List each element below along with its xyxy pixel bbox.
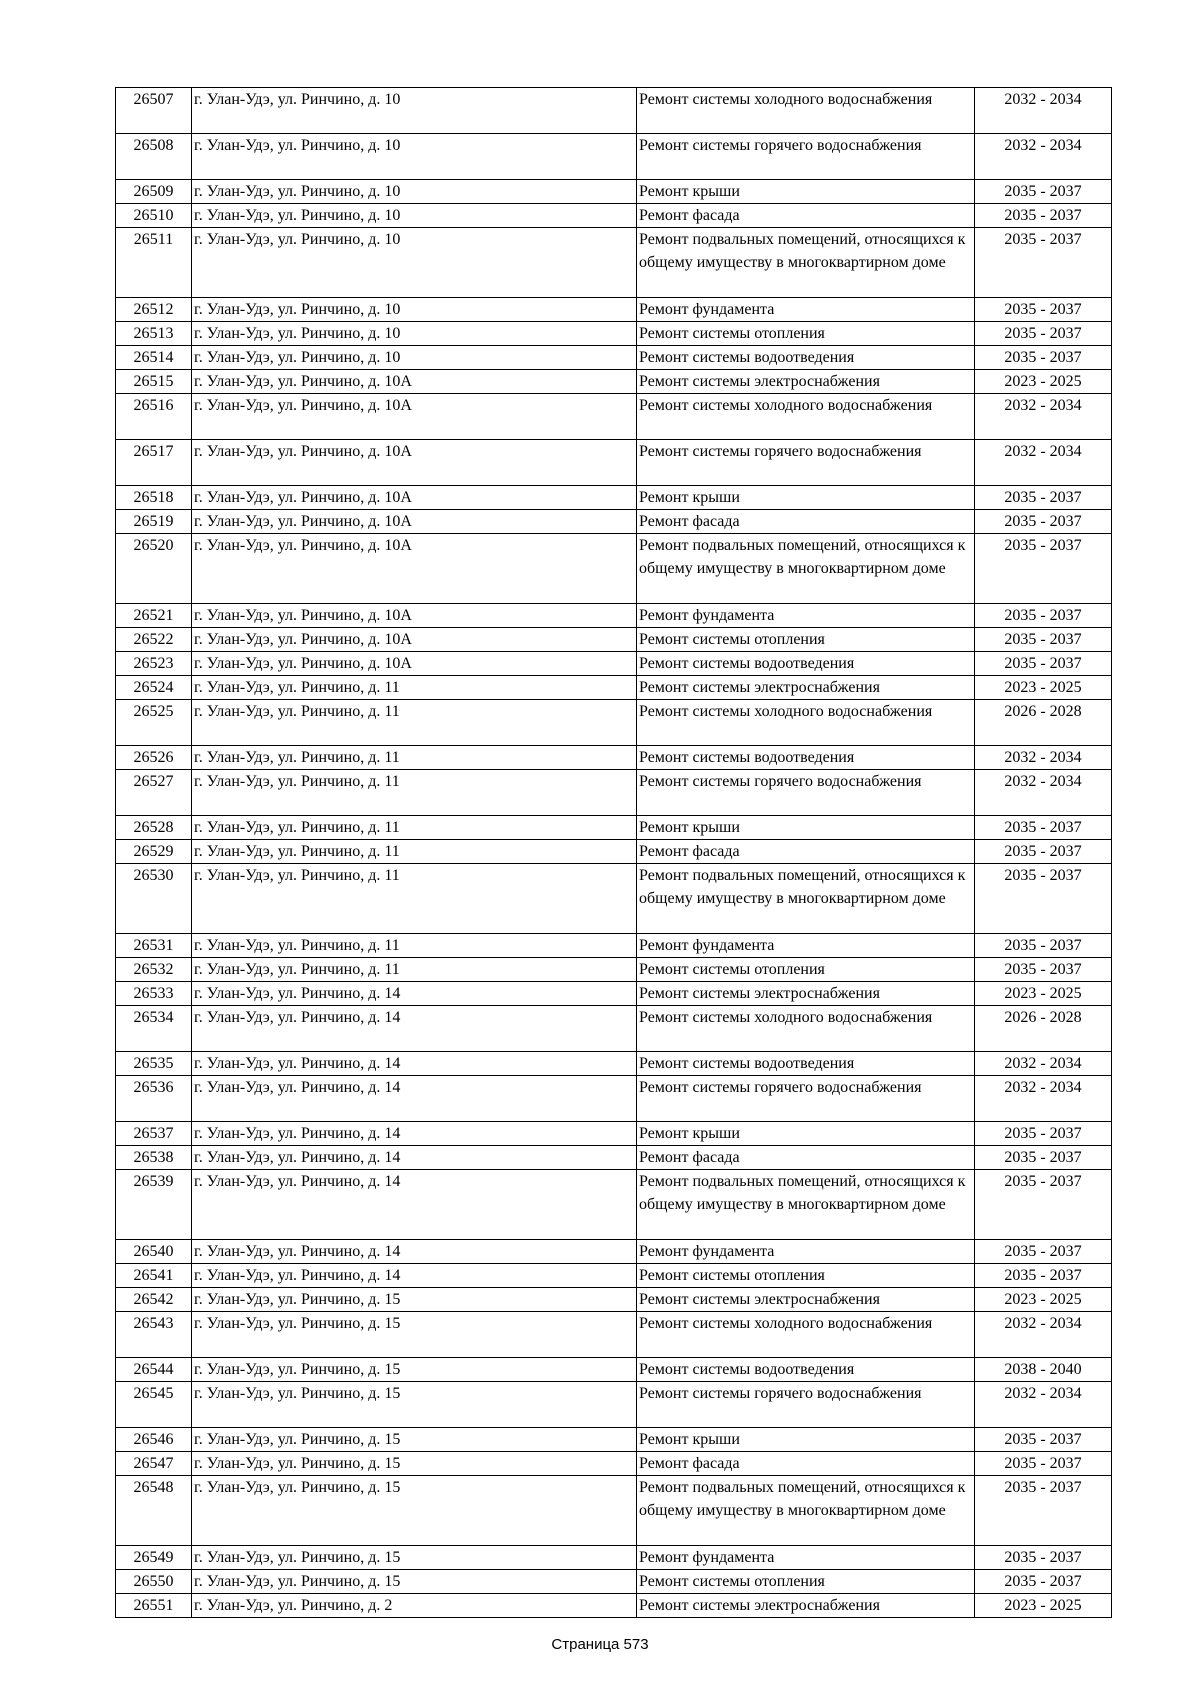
- table-row: [116, 816, 1112, 840]
- row-id-cell: 26545: [116, 1382, 192, 1428]
- row-id-cell: 26525: [116, 700, 192, 746]
- row-work-text: Ремонт фасада: [639, 207, 740, 224]
- row-work-text: Ремонт фундамента: [639, 937, 775, 954]
- row-work-text: Ремонт фундамента: [639, 301, 775, 318]
- row-term-cell: 2023 - 2025: [975, 1594, 1112, 1618]
- row-work-text: Ремонт фундамента: [639, 1243, 775, 1260]
- row-id-cell: 26512: [116, 298, 192, 322]
- row-id-cell: 26529: [116, 840, 192, 864]
- row-id-cell: 26528: [116, 816, 192, 840]
- row-work-text: Ремонт системы горячего водоснабжения: [639, 1079, 922, 1096]
- row-term-cell: 2035 - 2037: [975, 180, 1112, 204]
- row-term-cell: 2035 - 2037: [975, 1452, 1112, 1476]
- row-work-text: Ремонт системы горячего водоснабжения: [639, 137, 922, 154]
- row-term-cell: 2035 - 2037: [975, 628, 1112, 652]
- row-work-cell: [637, 510, 975, 534]
- row-work-text: Ремонт крыши: [639, 1125, 740, 1142]
- table-row: [116, 652, 1112, 676]
- row-work-cell: [637, 1428, 975, 1452]
- row-address-cell: г. Улан-Удэ, ул. Ринчино, д. 10А: [192, 394, 637, 440]
- table-row: [116, 1052, 1112, 1076]
- row-work-cell: [637, 934, 975, 958]
- row-address-cell: г. Улан-Удэ, ул. Ринчино, д. 10А: [192, 440, 637, 486]
- row-term-cell: 2023 - 2025: [975, 370, 1112, 394]
- table-row: [116, 204, 1112, 228]
- row-address-cell: г. Улан-Удэ, ул. Ринчино, д. 10: [192, 298, 637, 322]
- row-id-cell: 26508: [116, 134, 192, 180]
- row-work-text: Ремонт фасада: [639, 843, 740, 860]
- row-address-cell: г. Улан-Удэ, ул. Ринчино, д. 10: [192, 134, 637, 180]
- row-term-cell: 2035 - 2037: [975, 346, 1112, 370]
- capital-repair-table: [115, 87, 1112, 1618]
- row-work-text: Ремонт системы холодного водоснабжения: [639, 1315, 933, 1332]
- row-address-cell: г. Улан-Удэ, ул. Ринчино, д. 14: [192, 1122, 637, 1146]
- row-address-cell: г. Улан-Удэ, ул. Ринчино, д. 10А: [192, 486, 637, 510]
- row-address-cell: г. Улан-Удэ, ул. Ринчино, д. 15: [192, 1358, 637, 1382]
- table-row: [116, 1382, 1112, 1428]
- table-row: [116, 346, 1112, 370]
- row-work-cell: [637, 1594, 975, 1618]
- row-work-cell: [637, 1476, 975, 1546]
- row-work-text: Ремонт фундамента: [639, 607, 775, 624]
- row-id-cell: 26507: [116, 88, 192, 134]
- row-work-cell: [637, 440, 975, 486]
- row-id-cell: 26522: [116, 628, 192, 652]
- row-work-text: Ремонт системы водоотведения: [639, 1055, 855, 1072]
- row-work-cell: [637, 1264, 975, 1288]
- row-address-cell: г. Улан-Удэ, ул. Ринчино, д. 15: [192, 1288, 637, 1312]
- table-row: [116, 370, 1112, 394]
- table-row: [116, 440, 1112, 486]
- table-row: [116, 1570, 1112, 1594]
- row-address-cell: г. Улан-Удэ, ул. Ринчино, д. 11: [192, 676, 637, 700]
- row-work-text: Ремонт фундамента: [639, 1549, 775, 1566]
- table-body: [116, 88, 1112, 1618]
- row-work-text: Ремонт системы отопления: [639, 325, 825, 342]
- row-address-cell: г. Улан-Удэ, ул. Ринчино, д. 10: [192, 322, 637, 346]
- table-row: [116, 228, 1112, 298]
- row-term-cell: 2035 - 2037: [975, 1170, 1112, 1240]
- row-work-cell: [637, 864, 975, 934]
- table-row: [116, 604, 1112, 628]
- row-address-cell: г. Улан-Удэ, ул. Ринчино, д. 10А: [192, 370, 637, 394]
- table-row: [116, 958, 1112, 982]
- table-row: [116, 1240, 1112, 1264]
- row-work-cell: [637, 1122, 975, 1146]
- row-work-cell: [637, 676, 975, 700]
- row-address-cell: г. Улан-Удэ, ул. Ринчино, д. 10: [192, 228, 637, 298]
- row-term-cell: 2035 - 2037: [975, 298, 1112, 322]
- page-number: Страница 573: [551, 1636, 649, 1653]
- row-id-cell: 26518: [116, 486, 192, 510]
- row-term-cell: 2023 - 2025: [975, 982, 1112, 1006]
- row-term-cell: 2035 - 2037: [975, 322, 1112, 346]
- row-id-cell: 26550: [116, 1570, 192, 1594]
- table-row: [116, 934, 1112, 958]
- table-row: [116, 394, 1112, 440]
- row-id-cell: 26513: [116, 322, 192, 346]
- row-id-cell: 26515: [116, 370, 192, 394]
- row-id-cell: 26519: [116, 510, 192, 534]
- row-work-text: Ремонт крыши: [639, 183, 740, 200]
- table-row: [116, 676, 1112, 700]
- row-term-cell: 2035 - 2037: [975, 652, 1112, 676]
- row-address-cell: г. Улан-Удэ, ул. Ринчино, д. 14: [192, 1264, 637, 1288]
- row-work-text: Ремонт подвальных помещений, относящихся к общему имуществу в многоквартирном доме: [639, 1479, 966, 1519]
- row-id-cell: 26538: [116, 1146, 192, 1170]
- row-address-cell: г. Улан-Удэ, ул. Ринчино, д. 10: [192, 204, 637, 228]
- table-row: [116, 510, 1112, 534]
- row-work-cell: [637, 770, 975, 816]
- row-id-cell: 26546: [116, 1428, 192, 1452]
- row-address-cell: г. Улан-Удэ, ул. Ринчино, д. 14: [192, 982, 637, 1006]
- row-work-cell: [637, 982, 975, 1006]
- row-address-cell: г. Улан-Удэ, ул. Ринчино, д. 11: [192, 840, 637, 864]
- row-work-text: Ремонт системы водоотведения: [639, 1361, 855, 1378]
- row-id-cell: 26520: [116, 534, 192, 604]
- row-work-cell: [637, 204, 975, 228]
- table-row: [116, 1006, 1112, 1052]
- row-address-cell: г. Улан-Удэ, ул. Ринчино, д. 10: [192, 88, 637, 134]
- row-address-cell: г. Улан-Удэ, ул. Ринчино, д. 14: [192, 1170, 637, 1240]
- row-work-cell: [637, 816, 975, 840]
- row-address-cell: г. Улан-Удэ, ул. Ринчино, д. 15: [192, 1546, 637, 1570]
- row-term-cell: 2032 - 2034: [975, 770, 1112, 816]
- row-id-cell: 26530: [116, 864, 192, 934]
- row-term-cell: 2035 - 2037: [975, 510, 1112, 534]
- table-row: [116, 1546, 1112, 1570]
- row-term-cell: 2032 - 2034: [975, 1382, 1112, 1428]
- table-row: [116, 1076, 1112, 1122]
- row-term-cell: 2038 - 2040: [975, 1358, 1112, 1382]
- row-work-text: Ремонт подвальных помещений, относящихся к общему имуществу в многоквартирном доме: [639, 867, 966, 907]
- row-work-text: Ремонт системы отопления: [639, 961, 825, 978]
- table-row: [116, 1594, 1112, 1618]
- row-work-text: Ремонт крыши: [639, 819, 740, 836]
- row-term-cell: 2035 - 2037: [975, 958, 1112, 982]
- row-work-cell: [637, 1170, 975, 1240]
- row-term-cell: 2023 - 2025: [975, 676, 1112, 700]
- row-id-cell: 26526: [116, 746, 192, 770]
- row-term-cell: 2035 - 2037: [975, 840, 1112, 864]
- row-work-cell: [637, 1288, 975, 1312]
- row-work-cell: [637, 746, 975, 770]
- row-work-text: Ремонт системы электроснабжения: [639, 1291, 880, 1308]
- row-work-cell: [637, 534, 975, 604]
- row-work-text: Ремонт системы горячего водоснабжения: [639, 443, 922, 460]
- row-term-cell: 2035 - 2037: [975, 1146, 1112, 1170]
- row-work-cell: [637, 1052, 975, 1076]
- row-id-cell: 26514: [116, 346, 192, 370]
- row-work-cell: [637, 228, 975, 298]
- row-work-cell: [637, 1452, 975, 1476]
- row-work-text: Ремонт подвальных помещений, относящихся к общему имуществу в многоквартирном доме: [639, 537, 966, 577]
- row-term-cell: 2035 - 2037: [975, 1264, 1112, 1288]
- row-id-cell: 26532: [116, 958, 192, 982]
- row-address-cell: г. Улан-Удэ, ул. Ринчино, д. 11: [192, 770, 637, 816]
- row-work-cell: [637, 700, 975, 746]
- row-address-cell: г. Улан-Удэ, ул. Ринчино, д. 14: [192, 1146, 637, 1170]
- table-row: [116, 1288, 1112, 1312]
- row-address-cell: г. Улан-Удэ, ул. Ринчино, д. 10: [192, 180, 637, 204]
- row-work-cell: [637, 840, 975, 864]
- row-work-text: Ремонт системы холодного водоснабжения: [639, 1009, 933, 1026]
- table-row: [116, 1358, 1112, 1382]
- row-id-cell: 26521: [116, 604, 192, 628]
- row-work-cell: [637, 1546, 975, 1570]
- row-work-cell: [637, 1570, 975, 1594]
- row-work-cell: [637, 652, 975, 676]
- table-row: [116, 1170, 1112, 1240]
- row-address-cell: г. Улан-Удэ, ул. Ринчино, д. 14: [192, 1006, 637, 1052]
- row-work-cell: [637, 628, 975, 652]
- row-work-text: Ремонт системы водоотведения: [639, 749, 855, 766]
- row-work-text: Ремонт системы водоотведения: [639, 655, 855, 672]
- table-row: [116, 1428, 1112, 1452]
- row-id-cell: 26523: [116, 652, 192, 676]
- row-term-cell: 2035 - 2037: [975, 1122, 1112, 1146]
- row-term-cell: 2035 - 2037: [975, 934, 1112, 958]
- table-row: [116, 298, 1112, 322]
- row-work-cell: [637, 1312, 975, 1358]
- row-term-cell: 2032 - 2034: [975, 88, 1112, 134]
- row-term-cell: 2032 - 2034: [975, 134, 1112, 180]
- row-work-text: Ремонт системы электроснабжения: [639, 373, 880, 390]
- row-term-cell: 2035 - 2037: [975, 604, 1112, 628]
- table-row: [116, 1452, 1112, 1476]
- row-id-cell: 26527: [116, 770, 192, 816]
- row-id-cell: 26534: [116, 1006, 192, 1052]
- row-work-text: Ремонт системы холодного водоснабжения: [639, 703, 933, 720]
- table-row: [116, 134, 1112, 180]
- row-id-cell: 26551: [116, 1594, 192, 1618]
- row-work-text: Ремонт системы отопления: [639, 1573, 825, 1590]
- row-address-cell: г. Улан-Удэ, ул. Ринчино, д. 2: [192, 1594, 637, 1618]
- row-address-cell: г. Улан-Удэ, ул. Ринчино, д. 15: [192, 1312, 637, 1358]
- row-address-cell: г. Улан-Удэ, ул. Ринчино, д. 10А: [192, 510, 637, 534]
- row-id-cell: 26517: [116, 440, 192, 486]
- row-id-cell: 26540: [116, 1240, 192, 1264]
- table-row: [116, 746, 1112, 770]
- row-work-cell: [637, 1240, 975, 1264]
- row-work-text: Ремонт крыши: [639, 489, 740, 506]
- row-work-cell: [637, 346, 975, 370]
- table-row: [116, 486, 1112, 510]
- row-work-text: Ремонт системы горячего водоснабжения: [639, 1385, 922, 1402]
- row-term-cell: 2032 - 2034: [975, 440, 1112, 486]
- row-term-cell: 2026 - 2028: [975, 700, 1112, 746]
- row-address-cell: г. Улан-Удэ, ул. Ринчино, д. 14: [192, 1076, 637, 1122]
- row-work-cell: [637, 370, 975, 394]
- row-term-cell: 2032 - 2034: [975, 1076, 1112, 1122]
- row-address-cell: г. Улан-Удэ, ул. Ринчино, д. 15: [192, 1570, 637, 1594]
- row-work-cell: [637, 604, 975, 628]
- row-term-cell: 2032 - 2034: [975, 394, 1112, 440]
- row-work-cell: [637, 1382, 975, 1428]
- row-term-cell: 2035 - 2037: [975, 486, 1112, 510]
- row-term-cell: 2035 - 2037: [975, 228, 1112, 298]
- row-term-cell: 2035 - 2037: [975, 1240, 1112, 1264]
- row-term-cell: 2023 - 2025: [975, 1288, 1112, 1312]
- row-term-cell: 2026 - 2028: [975, 1006, 1112, 1052]
- row-address-cell: г. Улан-Удэ, ул. Ринчино, д. 10А: [192, 604, 637, 628]
- row-term-cell: 2035 - 2037: [975, 1428, 1112, 1452]
- row-term-cell: 2035 - 2037: [975, 1570, 1112, 1594]
- row-term-cell: 2035 - 2037: [975, 534, 1112, 604]
- row-address-cell: г. Улан-Удэ, ул. Ринчино, д. 14: [192, 1052, 637, 1076]
- table-row: [116, 982, 1112, 1006]
- row-work-cell: [637, 1358, 975, 1382]
- row-address-cell: г. Улан-Удэ, ул. Ринчино, д. 11: [192, 816, 637, 840]
- row-work-text: Ремонт системы отопления: [639, 1267, 825, 1284]
- row-id-cell: 26537: [116, 1122, 192, 1146]
- row-term-cell: 2032 - 2034: [975, 1052, 1112, 1076]
- row-term-cell: 2035 - 2037: [975, 816, 1112, 840]
- row-work-text: Ремонт фасада: [639, 1455, 740, 1472]
- row-work-cell: [637, 1006, 975, 1052]
- row-work-cell: [637, 298, 975, 322]
- row-id-cell: 26510: [116, 204, 192, 228]
- row-id-cell: 26531: [116, 934, 192, 958]
- row-id-cell: 26547: [116, 1452, 192, 1476]
- row-id-cell: 26539: [116, 1170, 192, 1240]
- row-work-text: Ремонт крыши: [639, 1431, 740, 1448]
- row-address-cell: г. Улан-Удэ, ул. Ринчино, д. 11: [192, 700, 637, 746]
- row-work-cell: [637, 134, 975, 180]
- row-id-cell: 26524: [116, 676, 192, 700]
- row-id-cell: 26535: [116, 1052, 192, 1076]
- row-term-cell: 2035 - 2037: [975, 1546, 1112, 1570]
- row-id-cell: 26536: [116, 1076, 192, 1122]
- table-row: [116, 180, 1112, 204]
- table-row: [116, 770, 1112, 816]
- row-work-cell: [637, 1146, 975, 1170]
- row-work-cell: [637, 1076, 975, 1122]
- table-row: [116, 628, 1112, 652]
- row-work-text: Ремонт фасада: [639, 1149, 740, 1166]
- row-work-text: Ремонт системы горячего водоснабжения: [639, 773, 922, 790]
- row-work-text: Ремонт подвальных помещений, относящихся к общему имуществу в многоквартирном доме: [639, 1173, 966, 1213]
- row-work-text: Ремонт системы отопления: [639, 631, 825, 648]
- row-term-cell: 2035 - 2037: [975, 204, 1112, 228]
- row-term-cell: 2035 - 2037: [975, 1476, 1112, 1546]
- row-address-cell: г. Улан-Удэ, ул. Ринчино, д. 11: [192, 958, 637, 982]
- row-address-cell: г. Улан-Удэ, ул. Ринчино, д. 14: [192, 1240, 637, 1264]
- row-address-cell: г. Улан-Удэ, ул. Ринчино, д. 10: [192, 346, 637, 370]
- row-work-text: Ремонт системы холодного водоснабжения: [639, 397, 933, 414]
- table-row: [116, 322, 1112, 346]
- row-address-cell: г. Улан-Удэ, ул. Ринчино, д. 10А: [192, 652, 637, 676]
- row-id-cell: 26511: [116, 228, 192, 298]
- row-work-text: Ремонт системы электроснабжения: [639, 985, 880, 1002]
- row-id-cell: 26549: [116, 1546, 192, 1570]
- row-work-cell: [637, 486, 975, 510]
- table-row: [116, 700, 1112, 746]
- row-id-cell: 26533: [116, 982, 192, 1006]
- row-work-cell: [637, 394, 975, 440]
- row-work-text: Ремонт системы водоотведения: [639, 349, 855, 366]
- row-work-text: Ремонт фасада: [639, 513, 740, 530]
- row-address-cell: г. Улан-Удэ, ул. Ринчино, д. 11: [192, 746, 637, 770]
- table-row: [116, 840, 1112, 864]
- row-work-cell: [637, 958, 975, 982]
- row-id-cell: 26544: [116, 1358, 192, 1382]
- row-id-cell: 26509: [116, 180, 192, 204]
- row-id-cell: 26542: [116, 1288, 192, 1312]
- row-id-cell: 26543: [116, 1312, 192, 1358]
- row-id-cell: 26541: [116, 1264, 192, 1288]
- row-work-text: Ремонт системы холодного водоснабжения: [639, 91, 933, 108]
- row-address-cell: г. Улан-Удэ, ул. Ринчино, д. 15: [192, 1452, 637, 1476]
- row-term-cell: 2032 - 2034: [975, 746, 1112, 770]
- row-address-cell: г. Улан-Удэ, ул. Ринчино, д. 15: [192, 1382, 637, 1428]
- row-address-cell: г. Улан-Удэ, ул. Ринчино, д. 11: [192, 934, 637, 958]
- row-term-cell: 2032 - 2034: [975, 1312, 1112, 1358]
- row-address-cell: г. Улан-Удэ, ул. Ринчино, д. 15: [192, 1428, 637, 1452]
- row-address-cell: г. Улан-Удэ, ул. Ринчино, д. 10А: [192, 534, 637, 604]
- table-row: [116, 1264, 1112, 1288]
- row-work-text: Ремонт системы электроснабжения: [639, 679, 880, 696]
- row-id-cell: 26548: [116, 1476, 192, 1546]
- table-row: [116, 534, 1112, 604]
- row-work-cell: [637, 88, 975, 134]
- table-row: [116, 1476, 1112, 1546]
- row-address-cell: г. Улан-Удэ, ул. Ринчино, д. 10А: [192, 628, 637, 652]
- table-row: [116, 88, 1112, 134]
- row-address-cell: г. Улан-Удэ, ул. Ринчино, д. 15: [192, 1476, 637, 1546]
- row-work-cell: [637, 180, 975, 204]
- row-id-cell: 26516: [116, 394, 192, 440]
- row-work-cell: [637, 322, 975, 346]
- table-row: [116, 1312, 1112, 1358]
- row-work-text: Ремонт подвальных помещений, относящихся к общему имуществу в многоквартирном доме: [639, 231, 966, 271]
- table-row: [116, 1146, 1112, 1170]
- table-row: [116, 864, 1112, 934]
- row-address-cell: г. Улан-Удэ, ул. Ринчино, д. 11: [192, 864, 637, 934]
- row-work-text: Ремонт системы электроснабжения: [639, 1597, 880, 1614]
- table-row: [116, 1122, 1112, 1146]
- row-term-cell: 2035 - 2037: [975, 864, 1112, 934]
